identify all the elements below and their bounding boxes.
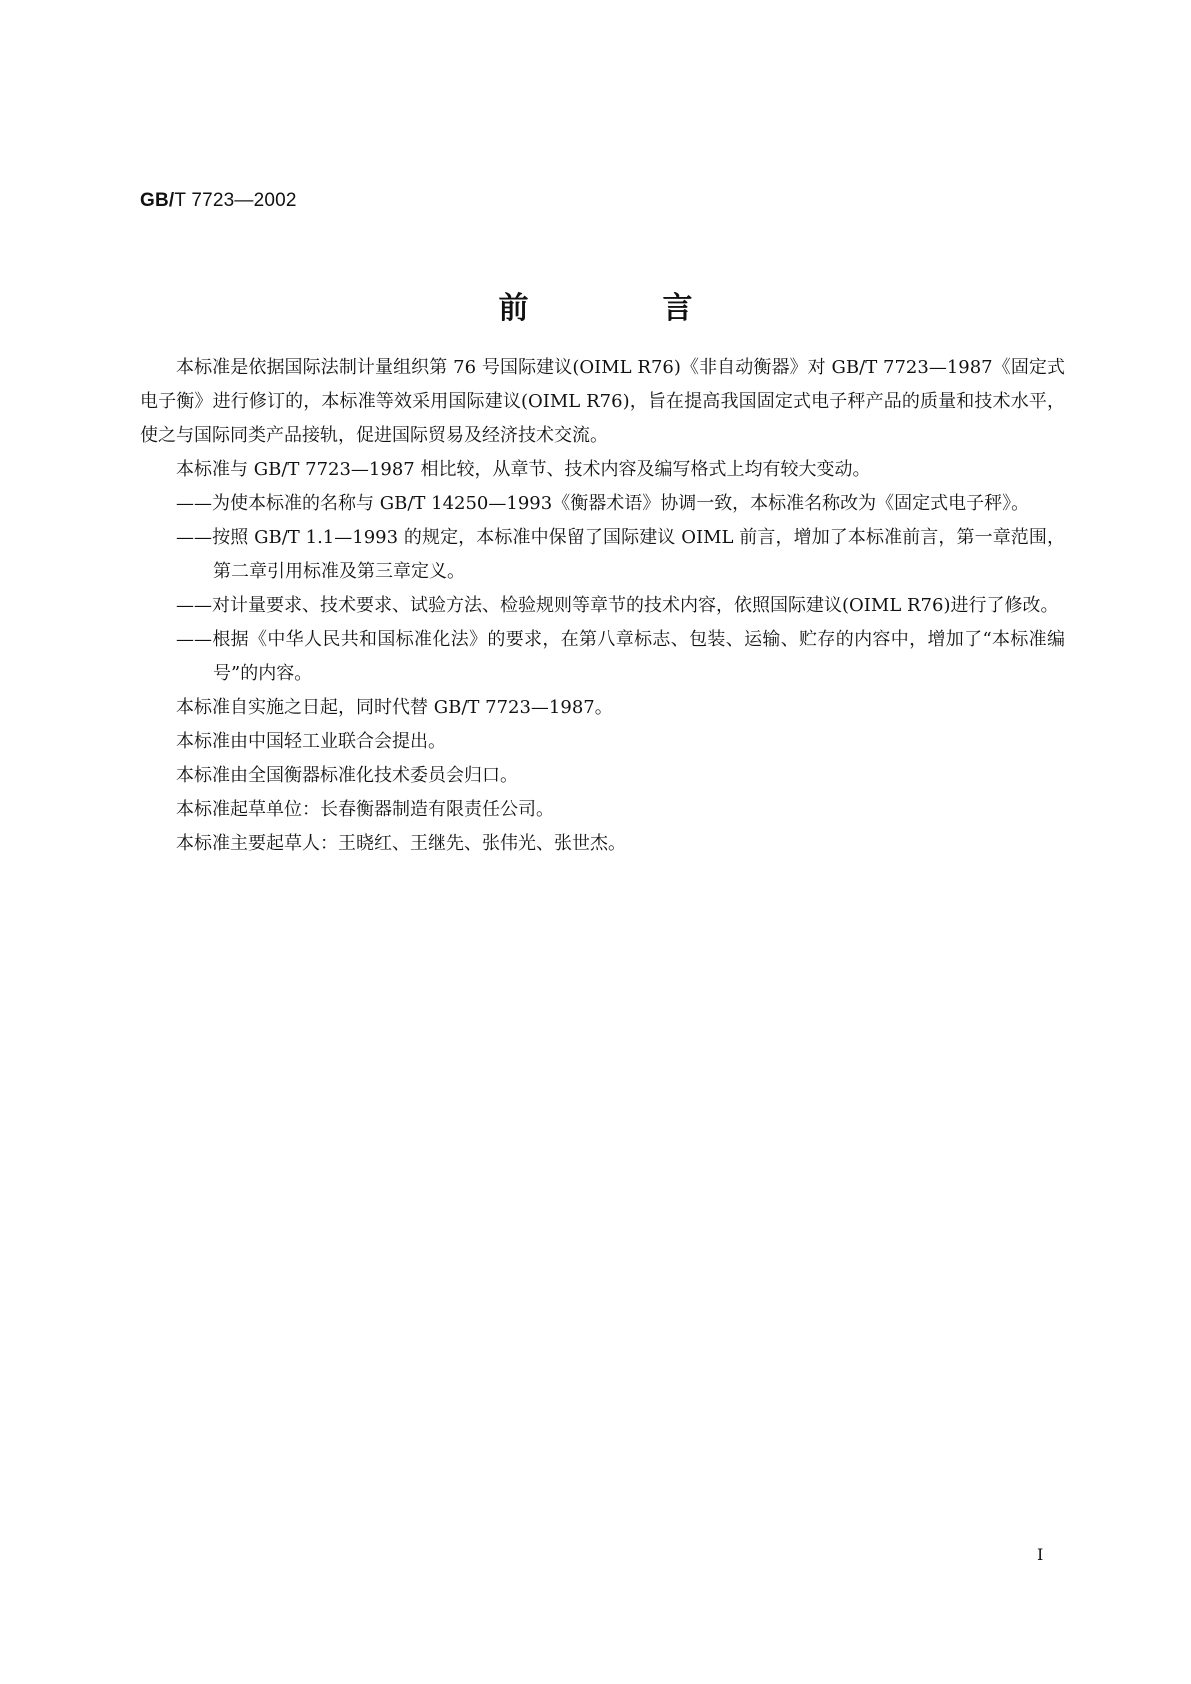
paragraph-replacement: 本标准自实施之日起，同时代替 GB/T 7723—1987。 [176, 697, 613, 718]
change-item-name: ——为使本标准的名称与 GB/T 14250—1993《衡器术语》协调一致，本标准名称改为《固定式电子秤》。 [176, 493, 1030, 514]
page-title: 前 言 [498, 291, 745, 326]
paragraph-drafters: 本标准主要起草人：王晓红、王继先、张伟光、张世杰。 [176, 833, 626, 854]
paragraph-basis: 本标准是依据国际法制计量组织第 76 号国际建议(OIML R76)《非自动衡器》对 GB/T 7723—1987《固定式电子衡》进行修订的，本标准等效采用国际建议(OIML R76)，旨在提高我国固定式电子秤产品的质量和技术水平，使之与国际同类产品接轨，促进国际贸易及经济技术交流。 [140, 357, 1065, 446]
foreword-body [140, 351, 1065, 861]
standard-code-number: T 7723—2002 [174, 190, 297, 211]
change-item-structure: ——按照 GB/T 1.1—1993 的规定，本标准中保留了国际建议 OIML 前言，增加了本标准前言，第一章范围，第二章引用标准及第三章定义。 [176, 527, 1065, 582]
paragraph-comparison: 本标准与 GB/T 7723—1987 相比较，从章节、技术内容及编写格式上均有较大变动。 [176, 459, 871, 480]
standard-code-prefix: GB/ [140, 190, 175, 211]
change-item-marking: ——根据《中华人民共和国标准化法》的要求，在第八章标志、包装、运输、贮存的内容中，增加了“本标准编号”的内容。 [176, 629, 1065, 684]
paragraph-committee: 本标准由全国衡器标准化技术委员会归口。 [176, 765, 518, 786]
standard-code [140, 190, 297, 212]
page-number: I [1037, 1545, 1044, 1564]
paragraph-drafting-unit: 本标准起草单位：长春衡器制造有限责任公司。 [176, 799, 554, 820]
change-item-technical: ——对计量要求、技术要求、试验方法、检验规则等章节的技术内容，依照国际建议(OIML R76)进行了修改。 [176, 595, 1059, 616]
paragraph-proposer: 本标准由中国轻工业联合会提出。 [176, 731, 446, 752]
